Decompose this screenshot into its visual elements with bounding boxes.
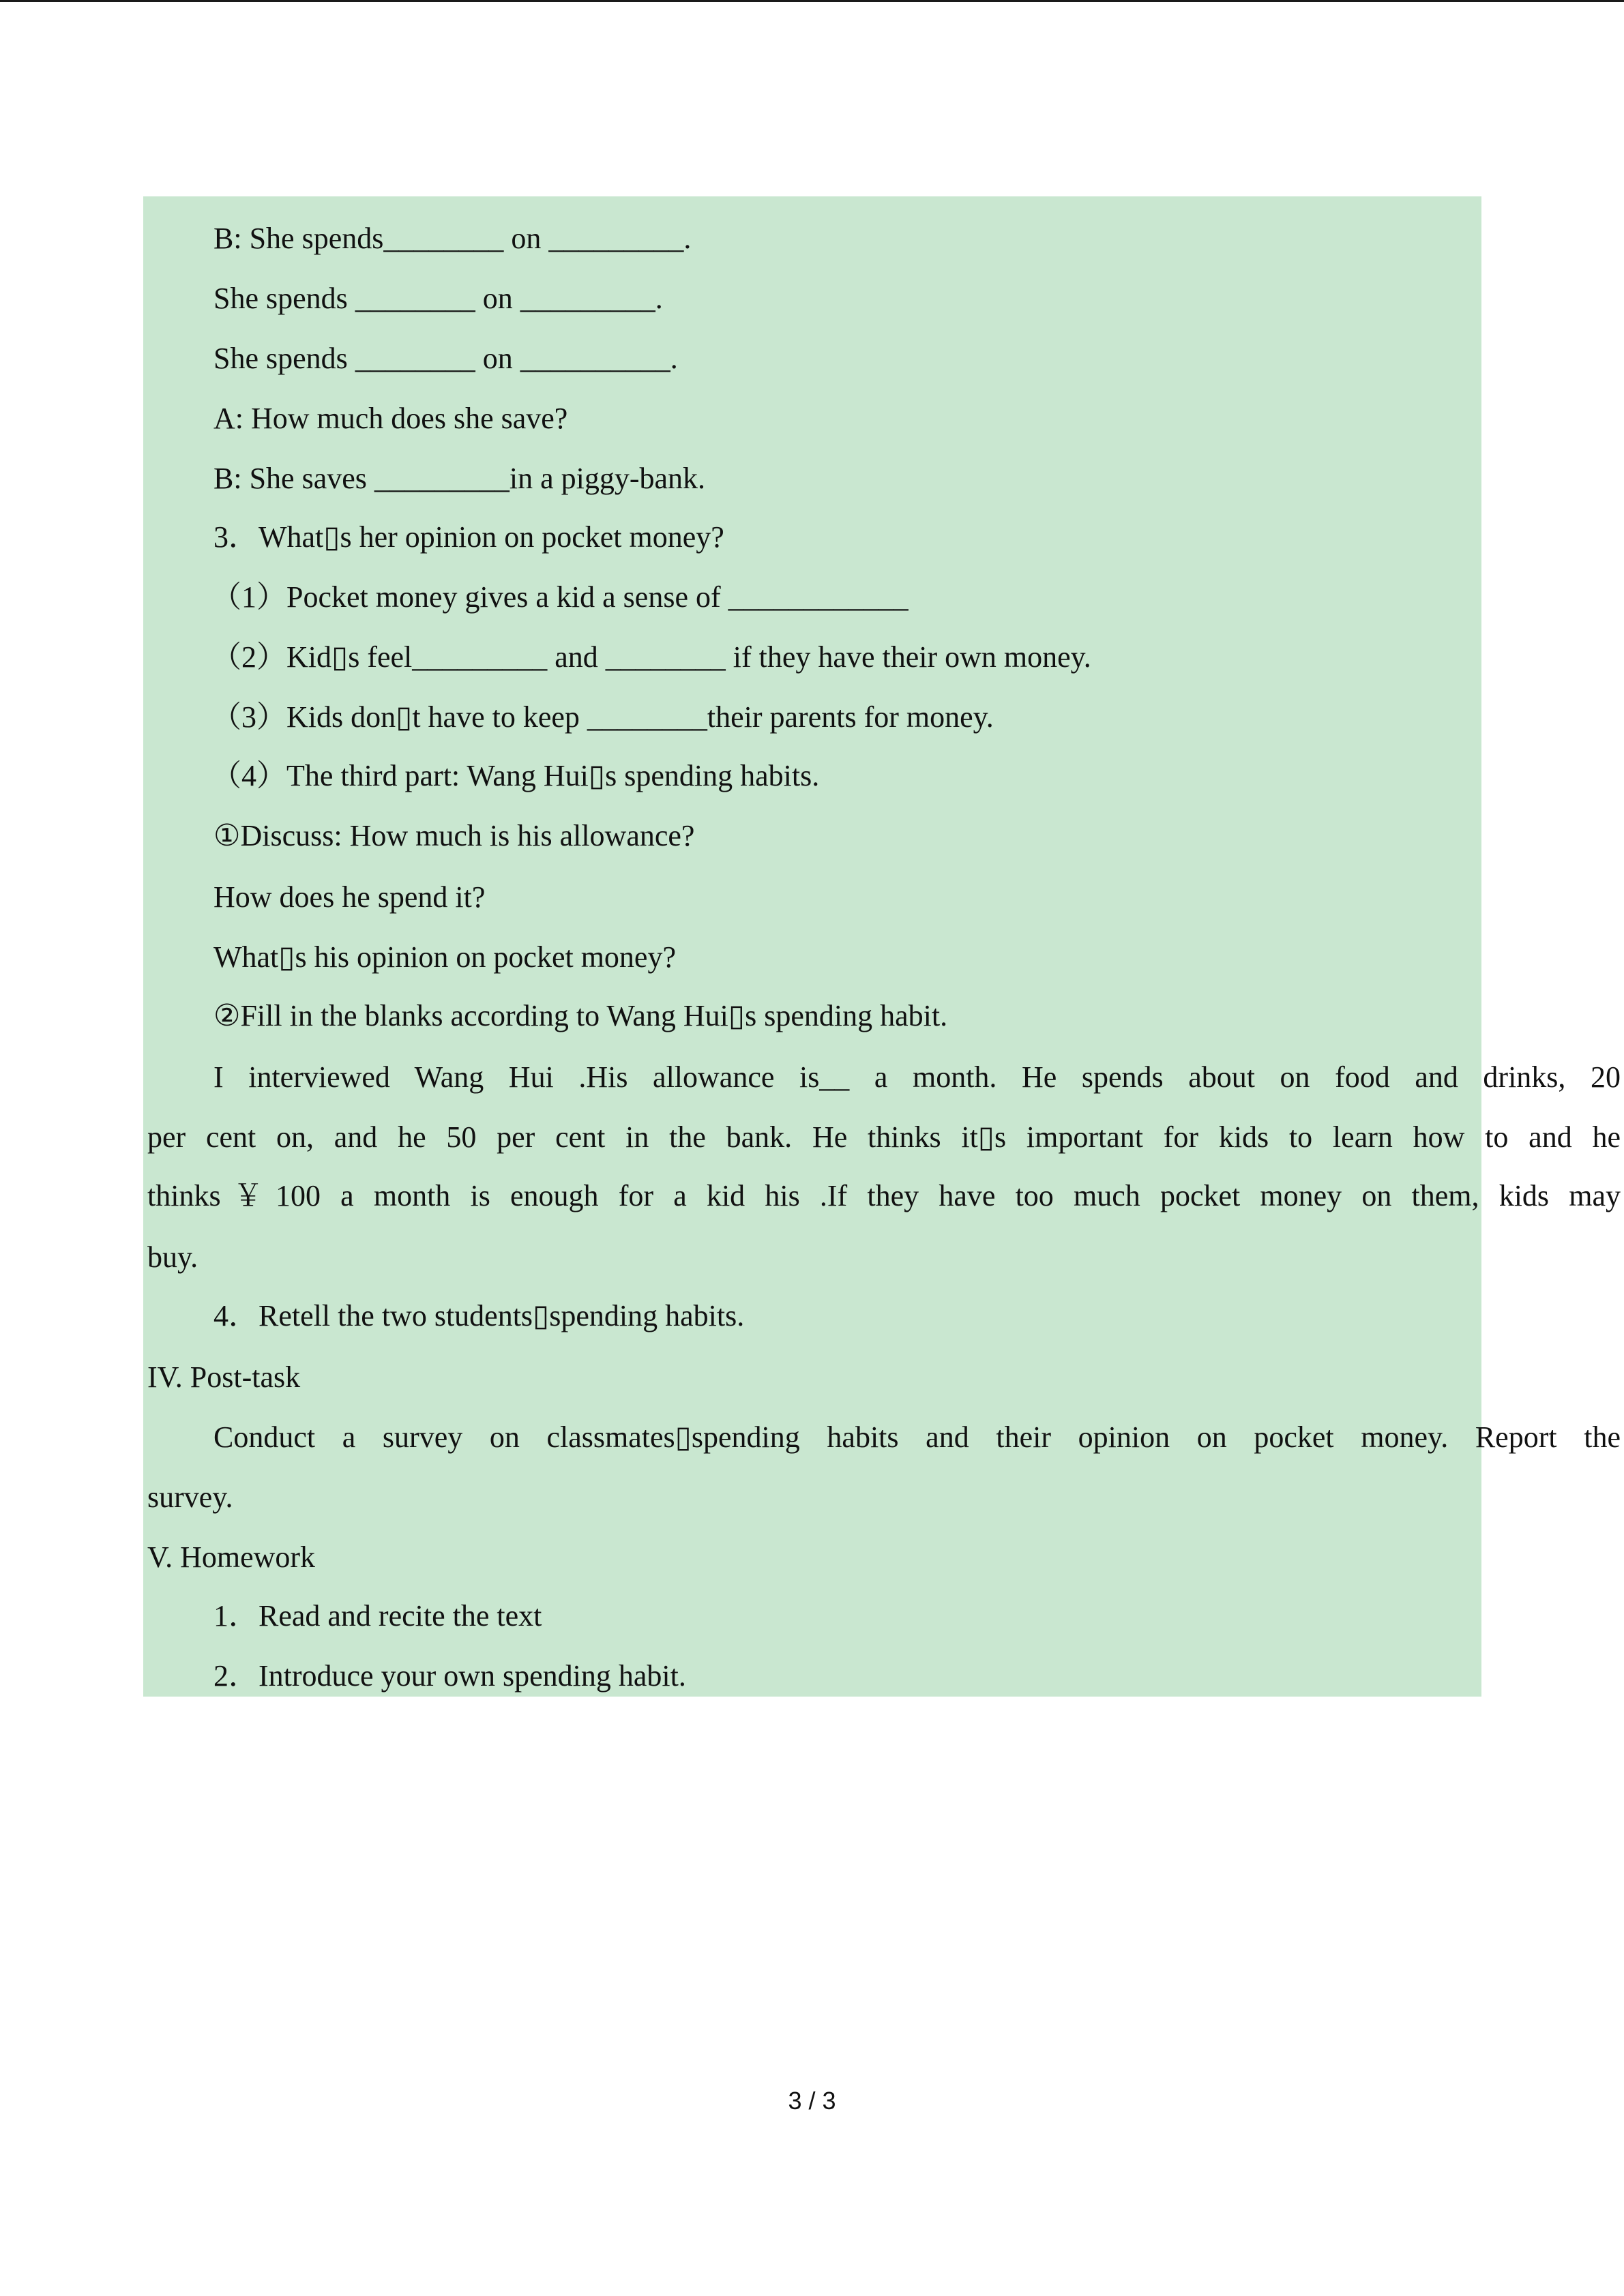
text-line-3: She spends ________ on __________. (213, 342, 678, 375)
post-task-line-2: survey. (147, 1480, 233, 1514)
paragraph-line-1: I interviewed Wang Hui .His allowance is__ a month. He spends about on food and drinks, 20 (213, 1060, 1621, 1094)
paragraph-line-2: per cent on, and he 50 per cent in the bank. He thinks it▯s important for kids to learn how to and he (147, 1120, 1621, 1154)
section-heading-post-task: IV. Post-task (147, 1360, 301, 1394)
question-3: 3．What▯s her opinion on pocket money? (213, 520, 724, 554)
subitem-2: （2）Kid▯s feel_________ and ________ if they have their own money. (211, 640, 1091, 674)
post-task-line-1: Conduct a survey on classmates▯spending habits and their opinion on pocket money. Report the (213, 1420, 1621, 1454)
text-line-4: A: How much does she save? (213, 402, 568, 435)
text-line-5: B: She saves _________in a piggy-bank. (213, 462, 706, 495)
text-line-12: How does he spend it? (213, 880, 486, 914)
section-heading-homework: V. Homework (147, 1540, 316, 1574)
subitem-4: （4）The third part: Wang Hui▯s spending habits. (211, 759, 820, 792)
question-4: 4．Retell the two students▯spending habits. (213, 1299, 745, 1332)
fill-in-instruction: ②Fill in the blanks according to Wang Hui▯s spending habit. (213, 999, 948, 1032)
paragraph-line-3: thinks￥100 a month is enough for a kid his .If they have too much pocket money on them, kids may (147, 1179, 1621, 1212)
paragraph-line-4: buy. (147, 1240, 198, 1274)
text-line-2: She spends ________ on _________. (213, 282, 663, 315)
page-top-border (0, 0, 1624, 2)
subitem-1: （1）Pocket money gives a kid a sense of ____________ (211, 580, 909, 614)
homework-item-1: 1．Read and recite the text (213, 1599, 542, 1632)
text-line-13: What▯s his opinion on pocket money? (213, 940, 676, 974)
homework-item-2: 2．Introduce your own spending habit. (213, 1659, 686, 1693)
subitem-3: （3）Kids don▯t have to keep ________their parents for money. (211, 700, 994, 734)
text-line-1: B: She spends________ on _________. (213, 222, 692, 255)
lesson-content-block (143, 196, 1621, 1697)
page-number: 3 / 3 (788, 2087, 836, 2115)
discuss-line: ①Discuss: How much is his allowance? (213, 819, 695, 852)
